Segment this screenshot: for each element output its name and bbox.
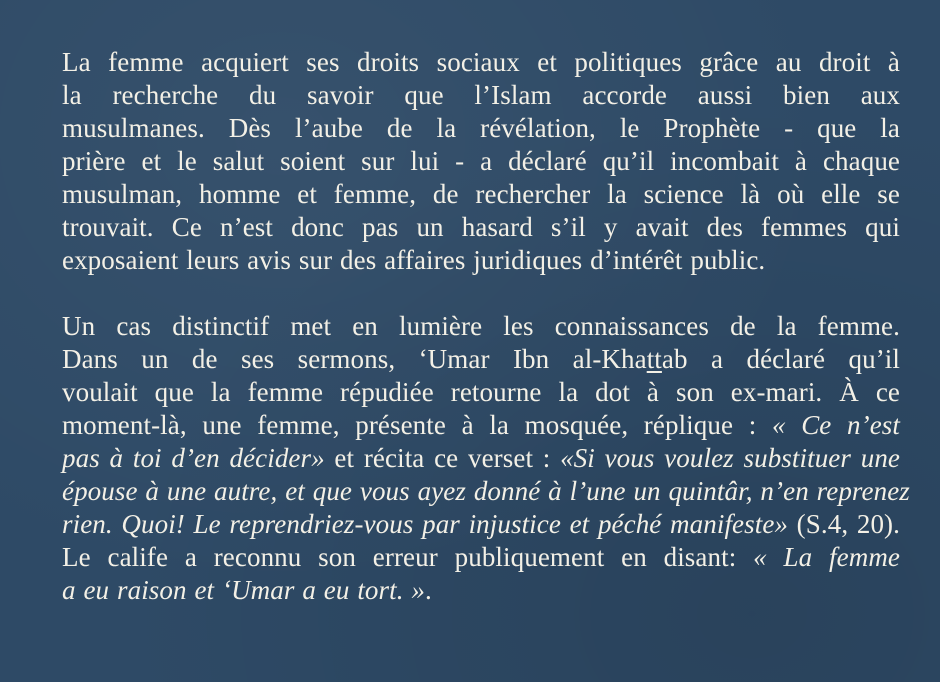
text-line: [62, 343, 900, 376]
text-line: [62, 475, 910, 508]
text-line: Un cas distinctif met en lumière les connaissances de la femme.: [62, 311, 900, 341]
text-segment: et récita ce verset :: [324, 443, 561, 473]
text-line: voulait que la femme répudiée retourne la dot à son ex-mari. À ce: [62, 377, 900, 407]
verse-reference: (S.4, 20).: [788, 509, 900, 539]
quote-segment: « La femme: [753, 542, 900, 572]
text-line: musulmanes. Dès l’aube de la révélation, le Prophète - que la: [62, 113, 900, 143]
text-line: La femme acquiert ses droits sociaux et politiques grâce au droit à: [62, 47, 900, 77]
text-segment: ab a déclaré qu’il: [661, 344, 900, 374]
paragraph-1: [62, 46, 900, 277]
quote-segment: pas à toi d’en décider»: [62, 443, 325, 473]
verse-segment: rien. Quoi! Le reprendriez-vous par injustice et péché manifeste»: [62, 509, 789, 539]
text-line: [62, 409, 900, 442]
quote-segment: a eu raison et ‘Umar a eu tort. »: [62, 575, 426, 605]
verse-segment: épouse à une autre, et que vous ayez donné à l’une un quintâr, n’en reprenez: [62, 476, 910, 506]
text-segment: Le calife a reconnu son erreur publiquement en disant:: [62, 542, 754, 572]
text-line: [62, 541, 900, 574]
text-line: la recherche du savoir que l’Islam accorde aussi bien aux: [62, 80, 900, 110]
text-line: [62, 442, 900, 475]
text-line: [62, 508, 900, 541]
text-line: trouvait. Ce n’est donc pas un hasard s’il y avait des femmes qui: [62, 212, 900, 242]
underlined-letters: tt: [646, 344, 662, 374]
verse-segment: «Si vous voulez substituer une: [560, 443, 901, 473]
text-segment: Dans un de ses sermons, ‘Umar Ibn al-Kha: [62, 344, 647, 374]
text-segment: moment-là, une femme, présente à la mosquée, réplique :: [62, 410, 772, 440]
text-segment: .: [425, 575, 432, 605]
text-line: [62, 574, 900, 607]
text-line: prière et le salut soient sur lui - a déclaré qu’il incombait à chaque: [62, 146, 900, 176]
paragraph-2: [62, 310, 910, 607]
text-line: musulman, homme et femme, de rechercher la science là où elle se: [62, 179, 900, 209]
text-line: exposaient leurs avis sur des affaires juridiques d’intérêt public.: [62, 245, 766, 275]
quote-segment: « Ce n’est: [771, 410, 901, 440]
